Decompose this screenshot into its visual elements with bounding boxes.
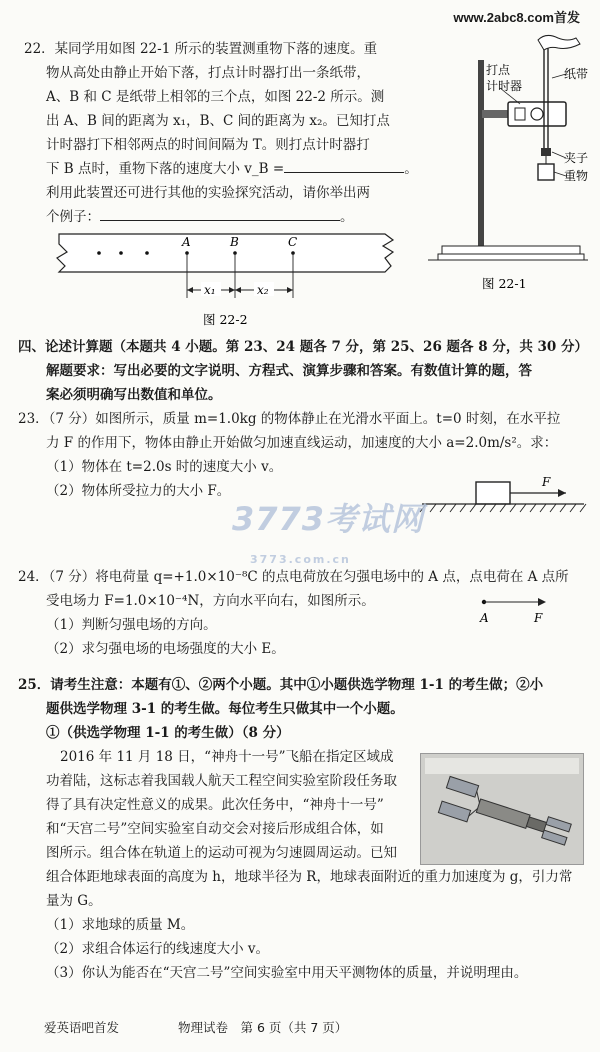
q23-line-3: （1）物体在 t=2.0s 时的速度大小 v。	[46, 459, 283, 475]
q23-line-2: 力 F 的作用下，物体由静止开始做匀加速直线运动，加速度的大小 a=2.0m/s²。求：	[46, 435, 558, 451]
label-force-24: F	[534, 611, 543, 625]
q25-line-1: 25．请考生注意：本题有①、②两个小题。其中①小题供选学物理 1-1 的考生做；②小	[18, 677, 544, 693]
answer-blank-vb[interactable]	[284, 158, 404, 173]
label-timer-2: 计时器	[486, 79, 523, 93]
q22-line-6: 下 B 点时，重物下落的速度大小 v_B =	[46, 161, 285, 177]
figure-23-block	[418, 470, 588, 518]
label-c: C	[288, 235, 298, 249]
figure-24-force	[478, 588, 558, 628]
label-x2: x₂	[257, 283, 269, 297]
q22-line-4: 出 A、B 间的距离为 x₁，B、C 间的距离为 x₂。已知打点	[46, 113, 390, 129]
q25-sub-1: （1）求地球的质量 M。	[46, 917, 195, 933]
section-4-requirement-2: 案必须明确写出数值和单位。	[46, 387, 222, 403]
q25-line-3: ①（供选学物理 1-1 的考生做）（8 分）	[46, 725, 290, 741]
footer-page: 物理试卷 第 6 页（共 7 页）	[178, 1020, 348, 1035]
q25-para-7: 量为 G。	[46, 893, 102, 909]
q24-line-2: 受电场力 F=1.0×10⁻⁴N，方向水平向右，如图所示。	[46, 593, 375, 609]
q25-line-2: 题供选学物理 3-1 的考生做。每位考生只做其中一个小题。	[46, 701, 404, 717]
label-b: B	[230, 235, 239, 249]
label-clip: 夹子	[564, 151, 589, 165]
q22-line-3: A、B 和 C 是纸带上相邻的三个点，如图 22-2 所示。测	[46, 89, 385, 105]
q22-line-7: 利用此装置还可进行其他的实验探究活动，请你举出两	[46, 185, 370, 201]
label-a: A	[182, 235, 191, 249]
q24-line-1: 24．（7 分）将电荷量 q=+1.0×10⁻⁸C 的点电荷放在匀强电场中的 A 点，点电荷在 A 点所	[18, 569, 569, 585]
figure-22-2	[55, 226, 405, 334]
watermark-url: 3773.com.cn	[250, 553, 351, 566]
figure-22-1	[420, 30, 590, 300]
spacecraft-photo	[420, 753, 584, 865]
watermark-logo: 3773考试网	[232, 500, 425, 538]
q22-line-8: 个例子：	[46, 209, 100, 225]
tape-dot-1	[97, 251, 101, 255]
q23-line-4: （2）物体所受拉力的大小 F。	[46, 483, 231, 499]
q24-line-3: （1）判断匀强电场的方向。	[46, 617, 217, 633]
site-header: www.2abc8.com首发	[453, 10, 580, 25]
q25-sub-2: （2）求组合体运行的线速度大小 v。	[46, 941, 270, 957]
label-weight: 重物	[564, 169, 589, 183]
section-4-requirement-1: 解题要求：写出必要的文字说明、方程式、演算步骤和答案。有数值计算的题，答	[46, 363, 532, 379]
q25-sub-3: （3）你认为能否在“天宫二号”空间实验室中用天平测物体的质量，并说明理由。	[46, 965, 528, 981]
q25-para-2: 功着陆，这标志着我国载人航天工程空间实验室阶段任务取	[46, 773, 397, 789]
label-tape: 纸带	[564, 67, 589, 81]
q24-line-4: （2）求匀强电场的电场强度的大小 E。	[46, 641, 285, 657]
figure-22-2-caption: 图 22-2	[203, 312, 248, 327]
figure-22-1-caption: 图 22-1	[482, 276, 527, 291]
q22-line-1: 22．某同学用如图 22-1 所示的装置测重物下落的速度。重	[24, 41, 378, 57]
q25-para-6: 组合体距地球表面的高度为 h，地球半径为 R，地球表面附近的重力加速度为 g，引力常	[46, 869, 573, 885]
q25-para-3: 得了具有决定性意义的成果。此次任务中，“神舟十一号”	[46, 797, 384, 813]
q22-line-2: 物从高处由静止开始下落，打点计时器打出一条纸带，	[46, 65, 370, 81]
q25-para-5: 图所示。组合体在轨道上的运动可视为匀速圆周运动。已知	[46, 845, 397, 861]
q22-line-5: 计时器打下相邻两点的时间间隔为 T。则打点计时器打	[46, 137, 370, 153]
q25-para-1: 2016 年 11 月 18 日，“神舟十一号”飞船在指定区域成	[60, 749, 394, 765]
q25-para-4: 和“天宫二号”空间实验室自动交会对接后形成组合体，如	[46, 821, 384, 837]
label-point-a-24: A	[480, 611, 489, 625]
label-timer-1: 打点	[486, 63, 511, 77]
tape-dot-2	[119, 251, 123, 255]
q23-line-1: 23．（7 分）如图所示，质量 m=1.0kg 的物体静止在光滑水平面上。t=0 时刻，在水平拉	[18, 411, 561, 427]
tape-dot-3	[145, 251, 149, 255]
answer-blank-examples[interactable]	[100, 206, 340, 221]
label-x1: x₁	[204, 283, 216, 297]
footer-left: 爱英语吧首发	[44, 1020, 120, 1035]
label-force-23: F	[542, 475, 551, 489]
section-4-title: 四、论述计算题（本题共 4 小题。第 23、24 题各 7 分，第 25、26 题各 8 分，共 30 分）	[18, 339, 589, 355]
